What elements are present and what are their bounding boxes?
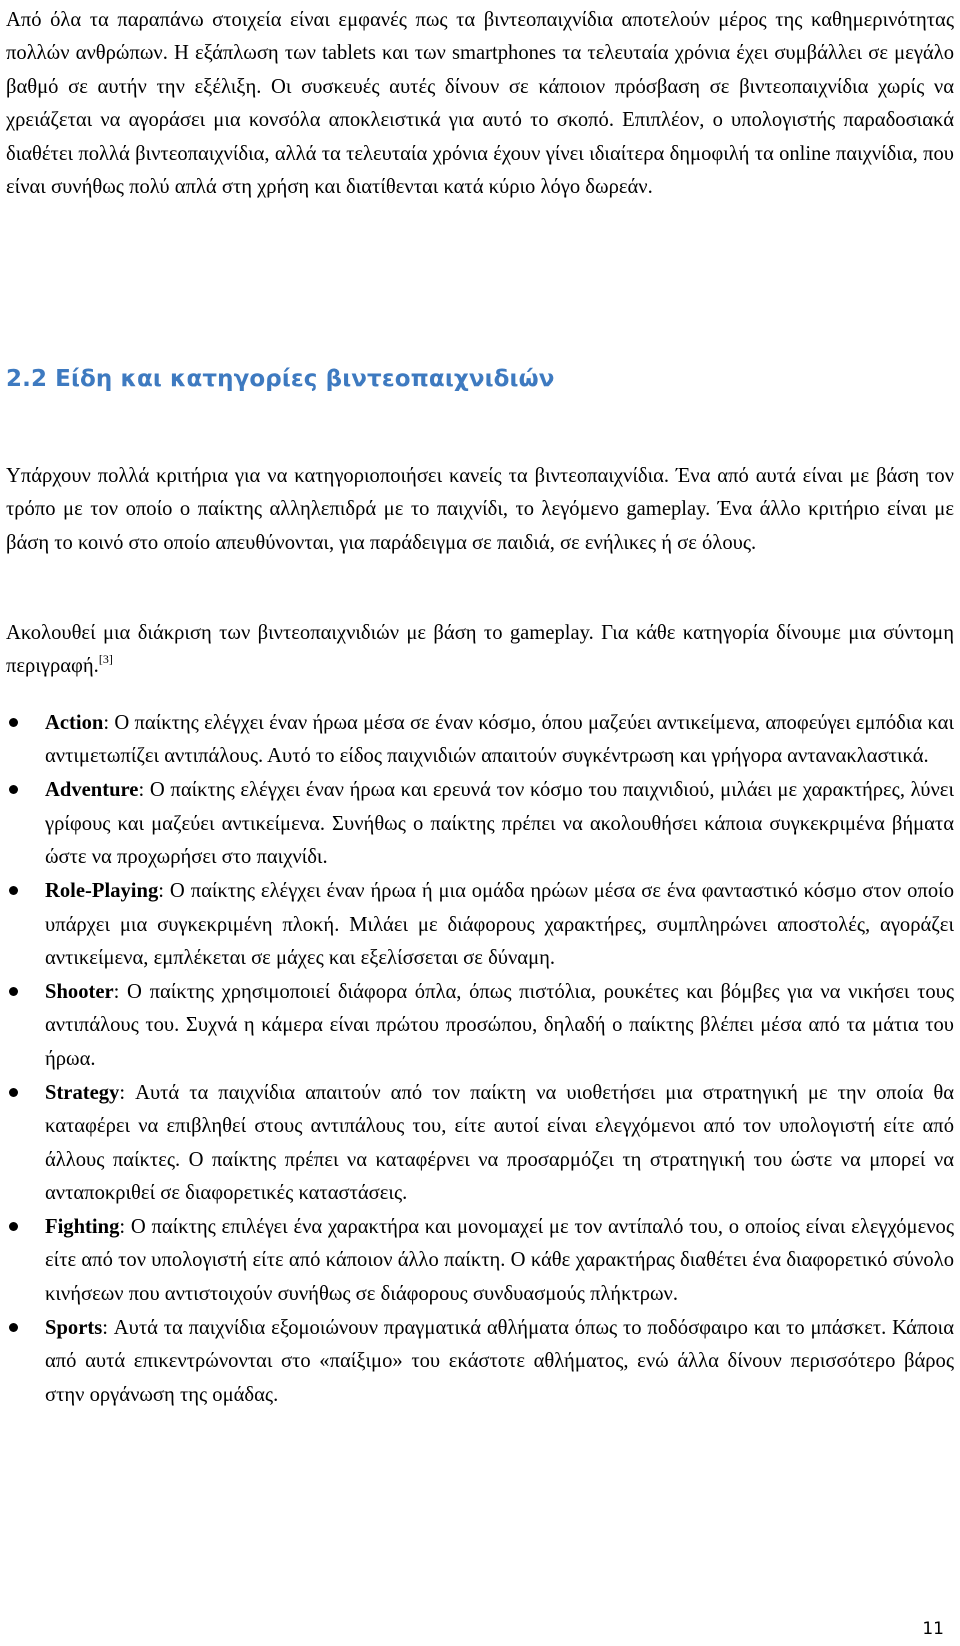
genre-description: : Αυτά τα παιχνίδια απαιτούν από τον παίκτη να υιοθετήσει μια στρατηγική με την οποία θα καταφέρει να επιβληθεί στους αντιπάλους του, είτε αυτοί είναι ελεγχόμενοι από τον υπολογιστή είτε από άλλους παίκτες. Ο παίκτης πρέπει να καταφέρνει να προσαρμόζει τη στρατηγική του ώστε να μπορεί να ανταποκριθεί σε διαφορετικές καταστάσεις. bbox=[45, 1081, 954, 1205]
followup-text: Ακολουθεί μια διάκριση των βιντεοπαιχνιδιών με βάση το gameplay. Για κάθε κατηγορία δίνουμε μια σύντομη περιγραφή. bbox=[6, 622, 954, 678]
genre-list bbox=[6, 707, 954, 1413]
genre-description: : Ο παίκτης ελέγχει έναν ήρωα μέσα σε έναν κόσμο, όπου μαζεύει αντικείμενα, αποφεύγει εμπόδια και αντιμετωπίζει αντιπάλους. Αυτό το είδος παιχνιδιών απαιτούν συγκέντρωση και γρήγορα αντανακλαστικά. bbox=[45, 712, 954, 768]
genre-item-action bbox=[6, 707, 954, 774]
bullet-icon bbox=[9, 718, 18, 727]
genre-term: Role-Playing bbox=[45, 880, 159, 903]
genre-item-shooter bbox=[6, 976, 954, 1076]
document-page bbox=[6, 0, 954, 1646]
section-heading: 2.2 Είδη και κατηγορίες βιντεοπαιχνιδιών bbox=[6, 366, 555, 392]
genre-item-sports bbox=[6, 1312, 954, 1412]
genre-term: Action bbox=[45, 712, 104, 734]
genre-item-adventure bbox=[6, 774, 954, 874]
genre-description: : Αυτά τα παιχνίδια εξομοιώνουν πραγματικά αθλήματα όπως το ποδόσφαιρο και το μπάσκετ. Κάποια από αυτά επικεντρώνονται στο «παίξιμο» του εκάστοτε αθλήματος, ενώ άλλα δίνουν περισσότερο βάρος στην οργάνωση της ομάδας. bbox=[45, 1316, 954, 1406]
genre-item-fighting bbox=[6, 1211, 954, 1311]
bullet-icon bbox=[9, 1323, 18, 1332]
bullet-icon bbox=[9, 1088, 18, 1097]
followup-paragraph bbox=[6, 617, 954, 684]
genre-term: Shooter bbox=[45, 981, 114, 1004]
intro-paragraph: Από όλα τα παραπάνω στοιχεία είναι εμφανές πως τα βιντεοπαιχνίδια αποτελούν μέρος της καθημερινότητας πολλών ανθρώπων. Η εξάπλωση των tablets και των smartphones τα τελευταία χρόνια έχει συμβάλλει σε μεγάλο βαθμό σε αυτήν την εξέλιξη. Οι συσκευές αυτές δίνουν σε κάποιον πρόσβαση σε βιντεοπαιχνίδια χωρίς να χρειάζεται να αγοράσει μια κονσόλα αποκλειστικά για αυτό το σκοπό. Επιπλέον, ο υπολογιστής παραδοσιακά διαθέτει πολλά βιντεοπαιχνίδια, αλλά τα τελευταία χρόνια έχουν γίνει ιδιαίτερα δημοφιλή τα online παιχνίδια, που είναι συνήθως πολύ απλά στη χρήση και διατίθενται κατά κύριο λόγο δωρεάν. bbox=[6, 9, 954, 199]
genre-description: : Ο παίκτης χρησιμοποιεί διάφορα όπλα, όπως πιστόλια, ρουκέτες και βόμβες για να νικήσει τους αντιπάλους του. Συχνά η κάμερα είναι πρώτου προσώπου, δηλαδή ο παίκτης βλέπει μέσα από τα μάτια του ήρωα. bbox=[45, 981, 954, 1070]
genre-description: : Ο παίκτης επιλέγει ένα χαρακτήρα και μονομαχεί με τον αντίπαλό του, ο οποίος είναι ελεγχόμενος είτε από τον υπολογιστή είτε από κάποιον άλλο παίκτη. Ο κάθε χαρακτήρας διαθέτει ένα διαφορετικό σύνολο κινήσεων που αντιστοιχούν συνήθως σε διάφορους συνδυασμούς πλήκτρων. bbox=[45, 1216, 954, 1305]
genre-description: : Ο παίκτης ελέγχει έναν ήρωα και ερευνά τον κόσμο του παιχνιδιού, μιλάει με χαρακτήρες, λύνει γρίφους και μαζεύει αντικείμενα. Συνήθως ο παίκτης πρέπει να ακολουθήσει κάποια συγκεκριμένα βήματα ώστε να προχωρήσει στο παιχνίδι. bbox=[45, 779, 954, 869]
genre-term: Fighting bbox=[45, 1216, 120, 1239]
criteria-paragraph: Υπάρχουν πολλά κριτήρια για να κατηγοριοποιήσει κανείς τα βιντεοπαιχνίδια. Ένα από αυτά είναι με βάση τον τρόπο με τον οποίο ο παίκτης αλληλεπιδρά με το παιχνίδι, το λεγόμενο gameplay. Ένα άλλο κριτήριο είναι με βάση το κοινό στο οποίο απευθύνονται, για παράδειγμα σε παιδιά, σε ενήλικες ή σε όλους. bbox=[6, 465, 954, 554]
genre-term: Sports bbox=[45, 1316, 103, 1339]
genre-item-role-playing bbox=[6, 875, 954, 975]
genre-item-strategy bbox=[6, 1077, 954, 1211]
genre-term: Adventure bbox=[45, 779, 139, 802]
bullet-icon bbox=[9, 785, 18, 794]
citation-reference: [3] bbox=[98, 652, 113, 667]
bullet-icon bbox=[9, 987, 18, 996]
bullet-icon bbox=[9, 1222, 18, 1231]
genre-description: : Ο παίκτης ελέγχει έναν ήρωα ή μια ομάδα ηρώων μέσα σε ένα φανταστικό κόσμο στον οποίο υπάρχει μια συγκεκριμένη πλοκή. Μιλάει με διάφορους χαρακτήρες, συμπληρώνει αποστολές, αγοράζει αντικείμενα, εμπλέκεται σε μάχες και εξελίσσεται σε δύναμη. bbox=[45, 880, 954, 970]
genre-term: Strategy bbox=[45, 1081, 120, 1104]
page-number: 11 bbox=[922, 1619, 944, 1639]
bullet-icon bbox=[9, 886, 18, 895]
